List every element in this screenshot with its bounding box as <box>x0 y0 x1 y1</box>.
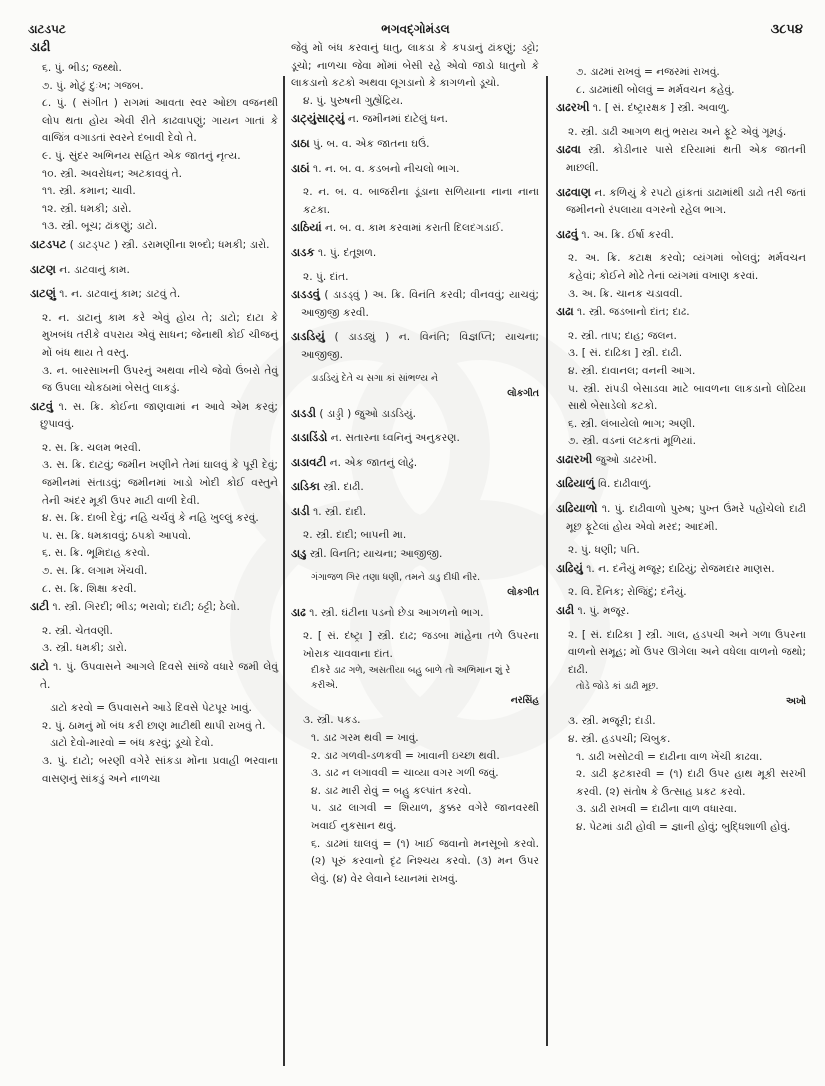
headword: ડાઢા <box>556 304 574 319</box>
headword: ડાડી <box>291 503 310 518</box>
idiom-line: ૩. ડાઢ ન લગાવવી = ચાવ્યા વગર ગળી જવું. <box>311 767 499 780</box>
dictionary-entry <box>556 500 806 536</box>
sense-line: ૪. પું. પુરુષની ગુહ્યેંદ્રિય. <box>303 94 404 107</box>
headword: ડાડાવટી <box>291 454 327 469</box>
guide-word-sub: ડાઢી <box>30 40 51 55</box>
definition: ( ડાડ્ડી ) જુઓ ડાડડિયું. <box>316 407 416 420</box>
dictionary-entry <box>291 328 539 364</box>
quote-text: ગંગાજળ ગિર તણા ધણી, તમને ડાડુ દીધી નીર. <box>311 571 481 583</box>
headword: ડાટ્યુંસાટ્યું <box>291 111 345 126</box>
dictionary-entry <box>291 244 539 263</box>
sense-line: ૮. સ. ક્રિ. શિક્ષા કરવી. <box>42 582 137 595</box>
definition: ( ડાડડ્વું ) અ. ક્રિ. વિનંતિ કરવી; વીનવવું; યાચવું; આજીજી કરવી. <box>301 289 539 319</box>
dictionary-entry <box>291 478 539 497</box>
quote-text: ડાડડિયું દેતે ચ સગા કાં સાંભળ્ય ને <box>311 372 438 384</box>
dictionary-entry <box>30 236 278 255</box>
idiom-line: ડાટો દેવો-મારવો = બંધ કરવું; ડૂચો દેવો. <box>50 737 214 750</box>
dictionary-entry <box>291 604 539 623</box>
headword: ડાઢરખી <box>556 100 590 115</box>
quote-text: દીકરે ડાઢ ગળે, અસતીયા બહુ બાળે તો અભિમાન શું રે કરીએ. <box>311 665 511 692</box>
headword: ડાઢી <box>556 603 575 618</box>
sense-line: ૨. સ્ત્રી. ચેતવણી. <box>42 624 113 637</box>
continued-text: જેવું મોં બંધ કરવાનું ધાતુ, લાકડા કે કપડાનું ઢાંકણું; ડટ્ટો; ડૂચો; નાળચા જેવા મોંમાં બેસી રહે એવો જાડો ધાતુનો કે લાકડાનો કટકો અથવા લૂગડાનો કે કાગળનો ડૂચો. <box>291 42 539 90</box>
dictionary-entry <box>291 545 539 564</box>
dictionary-entry <box>291 135 539 154</box>
sense-line: ૬. સ્ત્રી. લંબાયેલો ભાગ; અણી. <box>568 417 696 430</box>
dictionary-entry <box>556 99 806 118</box>
dictionary-entry <box>556 303 806 322</box>
definition: ૧. સ્ત્રી. દાદી. <box>309 505 367 518</box>
headword: ડાઢ <box>291 604 306 619</box>
column-divider <box>283 76 285 1066</box>
headword: ડાડડી <box>291 405 317 420</box>
sense-line: ૩. સ્ત્રી. ધમકી; ડારો. <box>42 642 128 655</box>
sense-line: ૨. પું. દાંત. <box>303 270 349 283</box>
sense-line: ૩. સ્ત્રી. પકડ. <box>303 714 361 727</box>
idiom-line: ૪. ડાઢ મારી રોવું = બહુ કલ્પાંત કરવો. <box>311 784 472 797</box>
definition: સ્ત્રી. વિનતિ; યાચના; આજીજી. <box>306 548 443 561</box>
sense-line: ૨. ન. ડાટાનું કામ કરે એવું હોય તે; ડાટો; દાટા કે મુખબંધ તરીકે વપરાય એવું સાધન; જેનાથી કોઈ ચીજનું મોં બંધ થાય તે વસ્તુ. <box>42 311 278 359</box>
quote-source: નરસિંહ <box>510 695 539 707</box>
sense-line: ૨. સ્ત્રી. તાપ; દાહ; જલન. <box>568 329 677 342</box>
sense-line: ૩. પું. દાટો; બરણી વગેરે સાંકડા મોંના પ્રવાહી ભરવાના વાસણનું સાંકડું અને નાળચા <box>42 754 278 785</box>
dictionary-entry <box>30 285 278 304</box>
quote-text: તોડે જોડે કાં ડાઢી મૂછ. <box>576 681 659 693</box>
citation-quote <box>291 663 539 708</box>
sense-line: ૨. સ્ત્રી. દાદી; બાપની મા. <box>303 529 407 542</box>
headword: ડાડક <box>291 244 315 259</box>
definition: ૧. સ્ત્રી. ગિરદી; ભીડ; ભરાવો; દાટી; ઠટ્ટી; ઠેલો. <box>49 601 240 614</box>
sense-line: ૩. સ્ત્રી. મજૂરી; દાડી. <box>568 715 656 728</box>
page-number: ૩૮૫૪ <box>770 22 803 37</box>
sense-line: ૨. [ સં. દંષ્ટ્રા ] સ્ત્રી. દાઢ; જડબા માંહેના તળે ઉપરના ખોરાક ચાવવાના દાંત. <box>303 630 539 660</box>
definition: ન. બ. વ. કામ કરવામાં કરાતી દિલદગડાઈ. <box>321 222 504 235</box>
headword: ડાડિકા <box>291 479 320 494</box>
headword: ડાઠા <box>291 135 310 150</box>
dictionary-entry <box>30 261 278 280</box>
idiom-line: ૪. પેટમાં ડાઢી હોવી = જ્ઞાની હોવું; બુદ્ધિશાળી હોવું. <box>576 820 791 833</box>
definition: પું. બ. વ. એક જાતના ઘઉં. <box>309 137 430 150</box>
definition: ૧. ન. ડાટવાનું કામ; ડાટવું તે. <box>55 288 181 301</box>
citation-quote <box>556 679 806 709</box>
headword: ડાઢિયાળો <box>556 501 598 516</box>
headword: ડાઢિયું <box>556 560 583 575</box>
sense-line: ૧૩. સ્ત્રી. બૂચ; ઢાંકણું; ડાટો. <box>42 220 158 233</box>
headword: ડાટવું <box>30 398 53 413</box>
sense-line: ૪. સ. ક્રિ. દાબી દેવું; નહિ ચર્ચવું કે નહિ ખુલ્લું કરવું. <box>42 512 259 525</box>
sense-line: ૩. ન. બારસાખની ઉપરનું અથવા નીચે જેવો ઉંબરો તેવું જ ઉપલા ચોકઠામાં બેસતું લાકડું. <box>42 364 278 395</box>
definition: સ્ત્રી. કોડીનાર પાસે દરિયામાં થતી એક જાતની માછલી. <box>566 144 806 174</box>
sense-line: ૧૨. સ્ત્રી. ધમકી; ડારો. <box>42 202 132 215</box>
sense-line: ૫. સ્ત્રી. રાંપડી બેસાડવા માટે બાવળના લાકડાનો લોઢિયા સાથે બેસાડેલો કટકો. <box>568 382 806 413</box>
definition: ૧. સ. ક્રિ. કોઈના જાણવામાં ન આવે એમ કરવું; છુપાવવું. <box>40 400 278 431</box>
dictionary-entry <box>291 219 539 238</box>
dictionary-entry <box>30 598 278 617</box>
guide-word-left: ડાટડપટ <box>28 22 66 36</box>
sense-line: ૭. સ. ક્રિ. લગામ ખેંચવી. <box>42 565 148 578</box>
definition: ૧. પું. દંતૂશળ. <box>314 246 377 259</box>
dictionary-entry <box>291 286 539 322</box>
dictionary-entry <box>291 429 539 448</box>
idiom-line: ૫. ડાઢ લાગવી = શિયાળ, કુક્કર વગેરે જાનવરથી ખવાઈ નુકસાન થવું. <box>311 802 539 832</box>
headword: ડાડુ <box>291 546 307 561</box>
sense-line: ૩. અ. ક્રિ. ચાનક ચડાવવી. <box>568 287 683 300</box>
headword: ડાઢવું <box>556 226 579 241</box>
definition: ન. એક જાતનું લોઢું. <box>326 456 418 469</box>
definition: વિ. દાઢીવાળું. <box>594 478 652 491</box>
sense-line: ૨. વિ. દૈનિક; રોજિંદું; દનૈયું. <box>568 586 687 599</box>
headword: ડાઢવા <box>556 142 581 157</box>
definition: ૧. અ. ક્રિ. ઈર્ષા કરવી. <box>578 228 674 241</box>
definition: ન. કળિયું કે રપટો હાંકતાં ડાઢામાંથી ડાઢો તરી જતાં જમીનનો રંપલાયા વગરનો રહેલ ભાગ. <box>566 186 806 217</box>
headword: ડાડડવું <box>291 287 320 302</box>
definition: ન. સતારના ધ્વનિનું અનુકરણ. <box>327 432 460 445</box>
headword: ડાટી <box>30 599 50 614</box>
sense-line: ૨. પું. ધણી; પતિ. <box>568 544 640 557</box>
headword: ડાટણ <box>30 261 56 276</box>
definition: ( ડાડડ્યું ) ન. વિનંતિ; વિજ્ઞપ્તિ; યાચના; આજીજી. <box>301 331 539 361</box>
sense-line: ૧૧. સ્ત્રી. કમાન; ચાવી. <box>42 185 136 198</box>
column-divider <box>546 76 548 1046</box>
sense-line: ૪. સ્ત્રી. હડપચી; ચિબુક. <box>568 733 671 745</box>
sense-line: ૩. [ સં. દાઢિકા ] સ્ત્રી. દાઢી. <box>568 347 683 360</box>
sense-line: ૨. ન. બ. વ. બાજરીના ડૂંડાના સળિયાના નાના નાના કટકા. <box>303 186 539 216</box>
column-right <box>556 64 806 837</box>
citation-quote <box>291 371 539 401</box>
dictionary-entry <box>291 454 539 473</box>
idiom-line: ડાટો કરવો = ઉપવાસને આડે દિવસે પેટપૂર ખાવું. <box>50 702 252 715</box>
sense-line: ૨. પું. ઠામનું મોં બંધ કરી છાણ માટીથી થાપી રાખવું તે. <box>42 719 266 732</box>
sense-line: ૯. પું. સુંદર અભિનય સહિત એક જાતનું નૃત્ય. <box>42 149 241 162</box>
dictionary-entry <box>556 451 806 470</box>
sense-line: ૭. સ્ત્રી. વડનાં લટકતાં મૂળિયાં. <box>568 435 696 448</box>
idiom-line: ૩. ડાઢી રાખવી = દાઢીના વાળ વધારવા. <box>576 803 737 816</box>
column-left <box>30 60 278 788</box>
definition: ૧. [ સં. દંષ્ટ્રારક્ષક ] સ્ત્રી. અવાળુ. <box>589 102 730 115</box>
sense-line: ૨. અ. ક્રિ. કટાક્ષ કરવો; વ્યંગમાં બોલવું; મર્મવચન કહેવાં; કોઈને મોઢે તેનાં વ્યંગમાં વખાણ કરવાં. <box>568 252 806 282</box>
dictionary-entry <box>30 398 278 434</box>
quote-source: લોકગીત <box>507 387 539 399</box>
headword: ડાઢારખી <box>556 451 593 466</box>
idiom-line: ૨. ડાઢ ગળવી-ડળકવી = ખાવાની ઇચ્છા થવી. <box>311 749 500 762</box>
definition: ન. જમીનમાં દાટેલું ધન. <box>344 113 449 126</box>
sense-line: ૨. [ સં. દાઢિકા ] સ્ત્રી. ગાલ, હડપચી અને ગળા ઉપરના વાળનો સમૂહ; મોં ઉપર ઊગેલા અને વધેલા વાળનો જથો; દાઢી. <box>568 628 806 676</box>
definition: ૧. પું. દાઢીવાળો પુરુષ; પુખ્ત ઉંમરે પહોંચેલો દાઢી મૂછ ફૂટેલાં હોય એવો મરદ; આદમી. <box>566 503 806 533</box>
dictionary-entry <box>556 602 806 621</box>
idiom-line: ૭. ડાઢમાં રાખવું = નજરમાં રાખવું. <box>576 66 720 78</box>
dictionary-entry <box>556 560 806 579</box>
dictionary-entry <box>291 405 539 424</box>
idiom-line: ૨. ડાઢી ફટકારવી = (૧) દાઢી ઉપર હાથ મૂકી સરખી કરવી. (૨) સંતોષ કે ઉત્સાહ પ્રકટ કરવો. <box>576 768 806 798</box>
dictionary-entry <box>30 658 278 694</box>
sense-line: ૭. પું. મોટું દુઃખ; ગજબ. <box>42 79 144 92</box>
dictionary-entry <box>556 141 806 177</box>
definition: સ્ત્રી. દાઢી. <box>319 481 364 494</box>
idiom-line: ૧. ડાઢી ખસોટવી = દાઢીના વાળ ખેંચી કાઢવા. <box>576 750 763 763</box>
sense-line: ૩. સ. ક્રિ. દાટવું; જમીન ખણીને તેમાં ઘાલવું કે પૂરી દેવું; જમીનમાં સંતાડવું; જમીનમાં ખાડો ખોદી કોઈ વસ્તુને તેની અંદર મૂકી ઉપર માટી વાળી દેવી. <box>42 459 278 507</box>
sense-line: ૪. સ્ત્રી. દાવાનલ; વનની આગ. <box>568 364 696 377</box>
sense-line: ૮. પું. ( સંગીત ) રાગમાં આવતા સ્વર ઓછા વજનથી લોપ થતા હોય એવી રીતે કાઢવાપણું; ગાયન ગાતાં કે વાજિંત્ર વગાડતાં સ્વરને દબાવી દેવો તે. <box>42 97 278 145</box>
headword: ડાઢવાણ <box>556 184 591 199</box>
definition: ૧. પું. ઉપવાસને આગલે દિવસે સાંજે વધારે જમી લેવું તે. <box>40 661 278 691</box>
headword: ડાઢિયાળું <box>556 476 595 491</box>
definition: ૧. પું. મજૂર. <box>574 605 630 618</box>
dictionary-entry <box>556 184 806 220</box>
dictionary-entry <box>556 226 806 245</box>
definition: ૧. સ્ત્રી. ઘંટીના પડનો છેડા આગળનો ભાગ. <box>305 606 484 619</box>
definition: ૧. ન. દનૈયું મજૂર; દાઢિયું; રોજમદાર માણસ. <box>582 562 775 575</box>
quote-source: લોકગીત <box>507 586 539 598</box>
headword: ડાડડિયું <box>291 329 325 344</box>
sense-line: ૨. સ. ક્રિ. ચલમ ભરવી. <box>42 441 142 454</box>
headword: ડાટણું <box>30 286 56 301</box>
headword: ડાટડપટ <box>30 236 67 251</box>
headword: ડાઠાં <box>291 160 310 175</box>
column-middle <box>291 40 539 888</box>
sense-line: ૫. સ. ક્રિ. ધમકાવવું; ઠપકો આપવો. <box>42 529 192 542</box>
sense-line: ૨. સ્ત્રી. ડાઢી આગળ થતું ભરાય અને ફૂટે એવું ગૂમડું. <box>568 125 787 138</box>
headword: ડાઠિયાં <box>291 220 322 235</box>
definition: ન. ડાટવાનું કામ. <box>55 263 130 276</box>
headword: ડાડાડિંડો <box>291 430 328 445</box>
book-title: ભગવદ્ગોમંડલ <box>381 22 450 36</box>
quote-source: અખો <box>786 696 806 708</box>
idiom-line: ૧. ડાઢ ગરમ થવી = ખાવું. <box>311 732 419 745</box>
sense-line: ૧૦. સ્ત્રી. અવરોધન; અટકાવવું તે. <box>42 167 182 180</box>
page-header <box>28 22 803 42</box>
definition: ( ડાટડ્પટ ) સ્ત્રી. ડરામણીના શબ્દો; ધમકી; ડારો. <box>66 238 270 251</box>
headword: ડાટો <box>30 659 49 673</box>
idiom-line: ૬. ડાઢમાં ઘાલવું = (૧) ખાઈ જવાનો મનસૂબો કરવો. (૨) પૂરું કરવાનો દૃઢ નિશ્ચય કરવો. (૩) મન ઉપર લેવું. (૪) વેર લેવાને ધ્યાનમાં રાખવું. <box>311 837 539 885</box>
dictionary-entry <box>556 475 806 494</box>
citation-quote <box>291 570 539 600</box>
sense-line: ૬. સ. ક્રિ. ભૂમિદાહ કરવો. <box>42 547 150 560</box>
idiom-line: ૮. ડાઢમાંથી બોલવું = મર્મવચન કહેવું. <box>576 83 735 96</box>
dictionary-entry <box>291 110 539 129</box>
definition: જુઓ ડાઢરખી. <box>592 453 657 466</box>
dictionary-entry <box>291 503 539 522</box>
definition: ૧. ન. બ. વ. કડબનો નીચલો ભાગ. <box>309 162 460 175</box>
definition: ૧. સ્ત્રી. જડબાનો દાંત; દાઢ. <box>573 306 690 319</box>
sense-line: ૬. પું. ભીડ; જથ્થો. <box>42 62 122 74</box>
dictionary-entry <box>291 160 539 179</box>
